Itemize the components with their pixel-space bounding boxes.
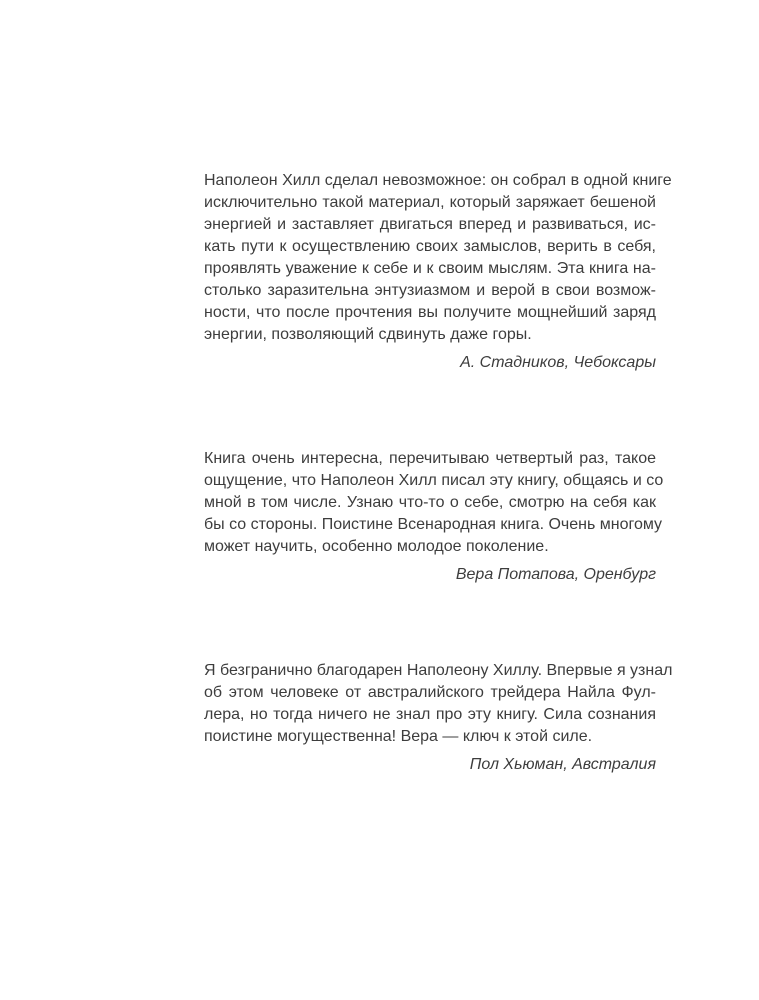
review-line: Я безгранично благодарен Наполеону Хиллу. Впервые я узнал: [204, 662, 673, 679]
review-attribution: Пол Хьюман, Австралия: [469, 756, 656, 773]
review-text: [204, 660, 673, 748]
review-line: ности, что после прочтения вы получите мощнейший заряд: [204, 304, 656, 321]
review-line: Наполеон Хилл сделал невозможное: он собрал в одной книге: [204, 172, 672, 189]
review-line: лера, но тогда ничего не знал про эту книгу. Сила сознания: [204, 706, 656, 723]
review-line: кать пути к осуществлению своих замыслов, верить в себя,: [204, 238, 656, 255]
review-line: энергии, позволяющий сдвинуть даже горы.: [204, 326, 532, 343]
review-line: столько заразительна энтузиазмом и верой в свои возмож-: [204, 282, 656, 299]
review-line: бы со стороны. Поистине Всенародная книга. Очень многому: [204, 516, 663, 533]
review-item-1: [204, 170, 672, 374]
review-attribution: А. Стадников, Чебоксары: [460, 354, 656, 371]
review-line: исключительно такой материал, который заряжает бешеной: [204, 194, 656, 211]
review-text: [204, 170, 672, 346]
review-item-3: [204, 660, 673, 776]
review-line: поистине могущественна! Вера — ключ к этой силе.: [204, 728, 593, 745]
reviews-section: [204, 170, 673, 850]
review-line: проявлять уважение к себе и к своим мыслям. Эта книга на-: [204, 260, 656, 277]
review-item-2: [204, 448, 664, 586]
review-line: Книга очень интересна, перечитываю четвертый раз, такое: [204, 450, 656, 467]
review-line: мной в том числе. Узнаю что-то о себе, смотрю на себя как: [204, 494, 656, 511]
review-attribution: Вера Потапова, Оренбург: [455, 566, 656, 583]
review-line: об этом человеке от австралийского трейдера Найла Фул-: [204, 684, 656, 701]
review-line: может научить, особенно молодое поколение.: [204, 538, 549, 555]
review-line: ощущение, что Наполеон Хилл писал эту книгу, общаясь и со: [204, 472, 664, 489]
review-line: энергией и заставляет двигаться вперед и развиваться, ис-: [204, 216, 656, 233]
review-text: [204, 448, 664, 558]
